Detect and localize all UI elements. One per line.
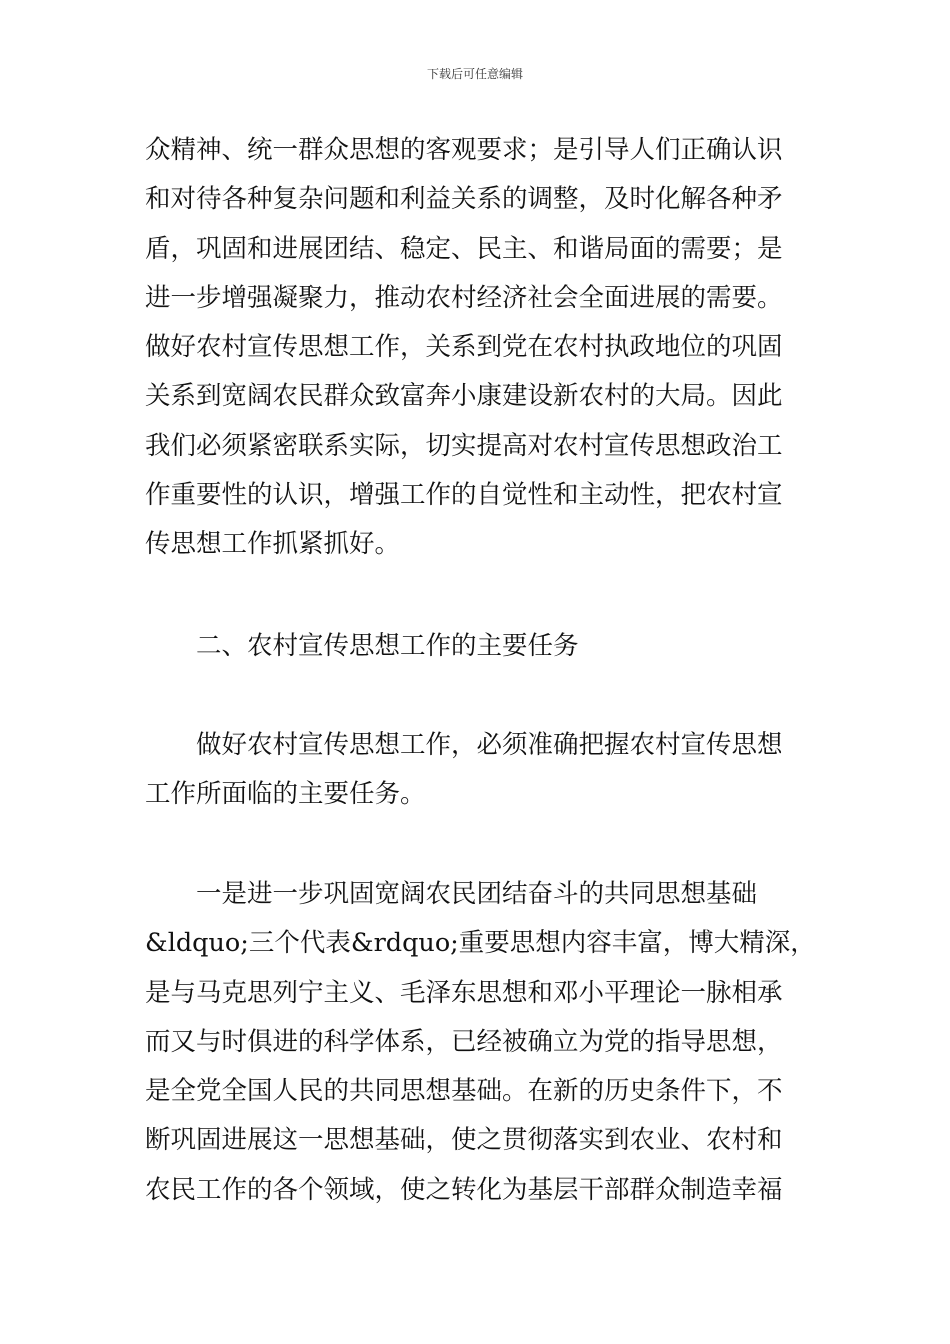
text-line: 关系到宽阔农民群众致富奔小康建设新农村的大局。因此 — [145, 381, 783, 412]
text-line: 农民工作的各个领域，使之转化为基层干部群众制造幸福 — [145, 1174, 783, 1205]
text-line: 我们必须紧密联系实际，切实提高对农村宣传思想政治工 — [145, 430, 783, 461]
text-line: 众精神、统一群众思想的客观要求；是引导人们正确认识 — [145, 135, 783, 165]
text-line: 作重要性的认识，增强工作的自觉性和主动性，把农村宣 — [145, 480, 783, 511]
text-line: 传思想工作抓紧抓好。 — [145, 529, 401, 560]
section-heading-text: 二、农村宣传思想工作的主要任务 — [145, 631, 579, 661]
text-line: &ldquo;三个代表&rdquo;重要思想内容丰富，博大精深， — [145, 928, 816, 959]
paragraph-1 — [145, 126, 810, 570]
text-line: 做好农村宣传思想工作，关系到党在农村执政地位的巩固 — [145, 332, 783, 363]
page-header: 下载后可任意编辑 — [426, 67, 523, 81]
text-line: 进一步增强凝聚力，推动农村经济社会全面进展的需要。 — [145, 282, 783, 313]
text-line: 而又与时俱进的科学体系，已经被确立为党的指导思想， — [145, 1026, 783, 1057]
text-line: 断巩固进展这一思想基础，使之贯彻落实到农业、农村和 — [145, 1125, 783, 1156]
text-line: 盾，巩固和进展团结、稳定、民主、和谐局面的需要；是 — [145, 233, 783, 264]
text-line: 一是进一步巩固宽阔农民团结奋斗的共同思想基础 — [145, 879, 758, 909]
text-line: 和对待各种复杂问题和利益关系的调整，及时化解各种矛 — [145, 184, 783, 215]
paragraph-2 — [145, 721, 810, 820]
text-line: 做好农村宣传思想工作，必须准确把握农村宣传思想 — [145, 730, 783, 760]
text-line: 是全党全国人民的共同思想基础。在新的历史条件下，不 — [145, 1076, 783, 1107]
paragraph-3 — [145, 870, 816, 1215]
text-line: 工作所面临的主要任务。 — [145, 779, 426, 810]
section-heading — [145, 622, 810, 671]
text-line: 是与马克思列宁主义、毛泽东思想和邓小平理论一脉相承 — [145, 977, 783, 1008]
